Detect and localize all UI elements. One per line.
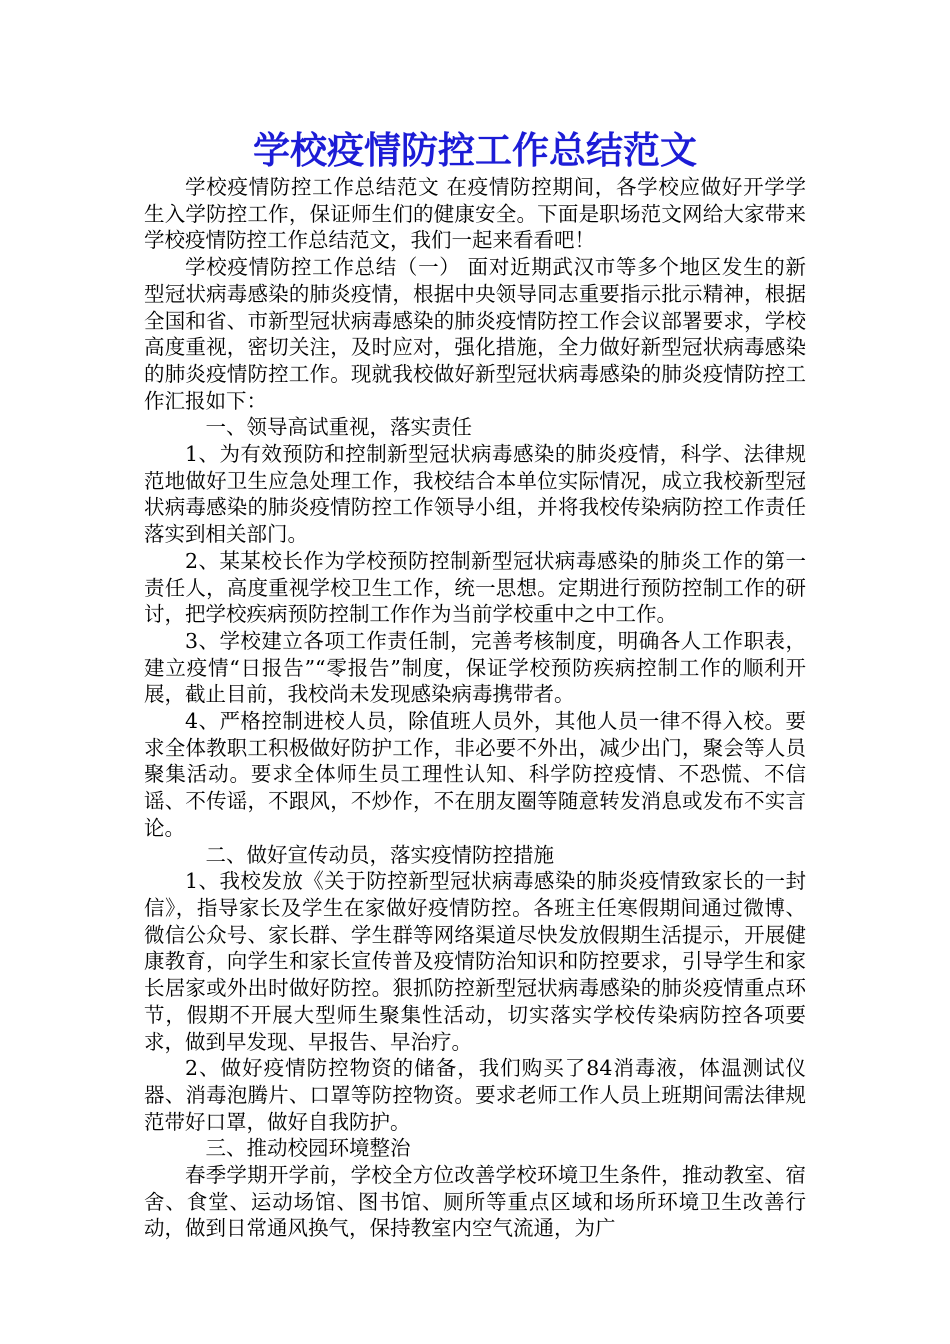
document-title: 学校疫情防控工作总结范文	[253, 128, 697, 172]
body-paragraph: 4、严格控制进校人员，除值班人员外，其他人员一律不得入校。要求全体教职工积极做好防护工作，非必要不外出，减少出门，聚会等人员聚集活动。要求全体师生员工理性认知、科学防控疫情、不恐慌、不信谣、不传谣，不跟风，不炒作，不在朋友圈等随意转发消息或发布不实言论。	[144, 709, 806, 840]
section-heading: 一、领导高试重视，落实责任	[205, 415, 472, 440]
body-paragraph: 春季学期开学前，学校全方位改善学校环境卫生条件，推动教室、宿舍、食堂、运动场馆、图书馆、厕所等重点区域和场所环境卫生改善行动，做到日常通风换气，保持教室内空气流通，为广	[144, 1163, 806, 1241]
section-heading: 三、推动校园环境整治	[205, 1136, 411, 1161]
section-heading: 二、做好宣传动员，落实疫情防控措施	[205, 842, 554, 867]
body-paragraph: 2、做好疫情防控物资的储备，我们购买了84消毒液，体温测试仪器、消毒泡腾片、口罩等防控物资。要求老师工作人员上班期间需法律规范带好口罩，做好自我防护。	[144, 1056, 806, 1134]
body-paragraph: 2、某某校长作为学校预防控制新型冠状病毒感染的肺炎工作的第一责任人，高度重视学校卫生工作，统一思想。定期进行预防控制工作的研讨，把学校疾病预防控制工作作为当前学校重中之中工作。	[144, 548, 806, 627]
body-paragraph: 1、我校发放《关于防控新型冠状病毒感染的肺炎疫情致家长的一封信》，指导家长及学生在家做好疫情防控。各班主任寒假期间通过微博、微信公众号、家长群、学生群等网络渠道尽快发放假期生活提示，开展健康教育，向学生和家长宣传普及疫情防治知识和防控要求，引导学生和家长居家或外出时做好防控。狠抓防控新型冠状病毒感染的肺炎疫情重点环节，假期不开展大型师生聚集性活动，切实落实学校传染病防控各项要求，做到早发现、早报告、早治疗。	[144, 869, 806, 1054]
document-body	[144, 174, 806, 1242]
body-paragraph: 学校疫情防控工作总结范文 在疫情防控期间，各学校应做好开学学生入学防控工作，保证师生们的健康安全。下面是职场范文网给大家带来学校疫情防控工作总结范文，我们一起来看看吧！	[144, 175, 806, 253]
body-paragraph: 学校疫情防控工作总结（一） 面对近期武汉市等多个地区发生的新型冠状病毒感染的肺炎疫情，根据中央领导同志重要指示批示精神，根据全国和省、市新型冠状病毒感染的肺炎疫情防控工作会议部署要求，学校高度重视，密切关注，及时应对，强化措施，全力做好新型冠状病毒感染的肺炎疫情防控工作。现就我校做好新型冠状病毒感染的肺炎疫情防控工作汇报如下：	[144, 255, 806, 413]
body-paragraph: 3、学校建立各项工作责任制，完善考核制度，明确各人工作职表，建立疫情“日报告”“零报告”制度，保证学校预防疾病控制工作的顺利开展，截止目前，我校尚未发现感染病毒携带者。	[144, 628, 806, 707]
body-paragraph: 1、为有效预防和控制新型冠状病毒感染的肺炎疫情，科学、法律规范地做好卫生应急处理工作，我校结合本单位实际情况，成立我校新型冠状病毒感染的肺炎疫情防控工作领导小组，并将我校传染病防控工作责任落实到相关部门。	[144, 442, 806, 547]
